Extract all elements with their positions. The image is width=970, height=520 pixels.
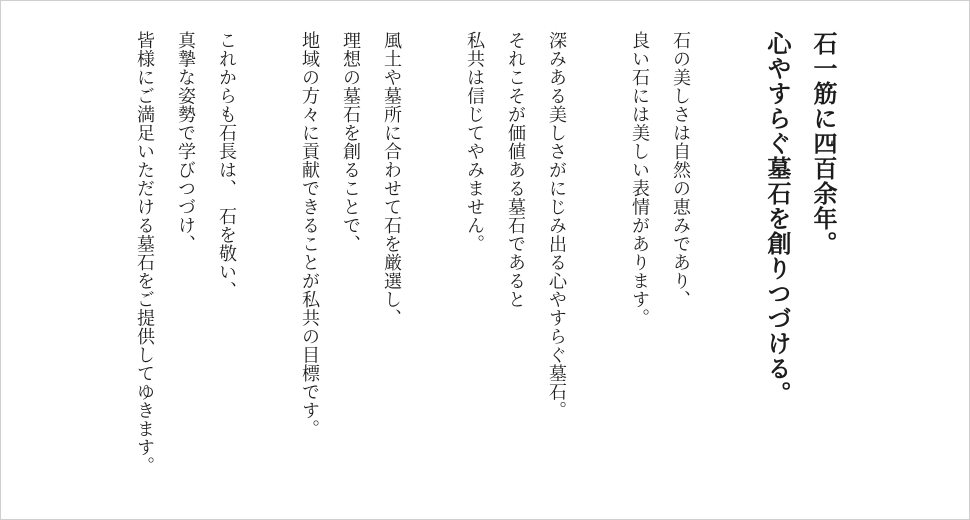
paragraph-2-line-2: それこそが価値ある墓石であると (506, 31, 526, 309)
title-line-1: 石一筋に四百余年。 (809, 31, 835, 256)
paragraph-1-line-1: 石の美しさは自然の恵みであり、 (671, 31, 691, 309)
paragraph-3 (289, 31, 412, 511)
paragraph-3-line-2: 理想の墓石を創ることで、 (341, 31, 361, 253)
paragraph-3-line-1: 風土や墓所に合わせて石を厳選し、 (382, 31, 402, 327)
page-title (753, 31, 845, 511)
paragraph-1 (619, 31, 701, 511)
paragraph-4 (124, 31, 247, 511)
title-line-2: 心やすらぐ墓石を創りつづける。 (763, 31, 789, 406)
paragraph-4-line-1: これからも石長は、 石を敬い、 (217, 31, 237, 300)
paragraph-4-line-3: 皆様にご満足いただける墓石をご提供してゆきます。 (135, 31, 155, 475)
paragraph-2 (454, 31, 577, 511)
paragraph-1-line-2: 良い石には美しい表情があります。 (630, 31, 650, 327)
vertical-text-block (124, 31, 845, 511)
paragraph-3-line-3: 地域の方々に貢献できることが私共の目標です。 (300, 31, 320, 438)
paragraph-4-line-2: 真摯な姿勢で学びつづけ、 (176, 31, 196, 253)
paragraph-2-line-1: 深みある美しさがにじみ出る心やすらぐ墓石。 (547, 31, 567, 420)
paragraph-2-line-3: 私共は信じてやみません。 (465, 31, 485, 253)
